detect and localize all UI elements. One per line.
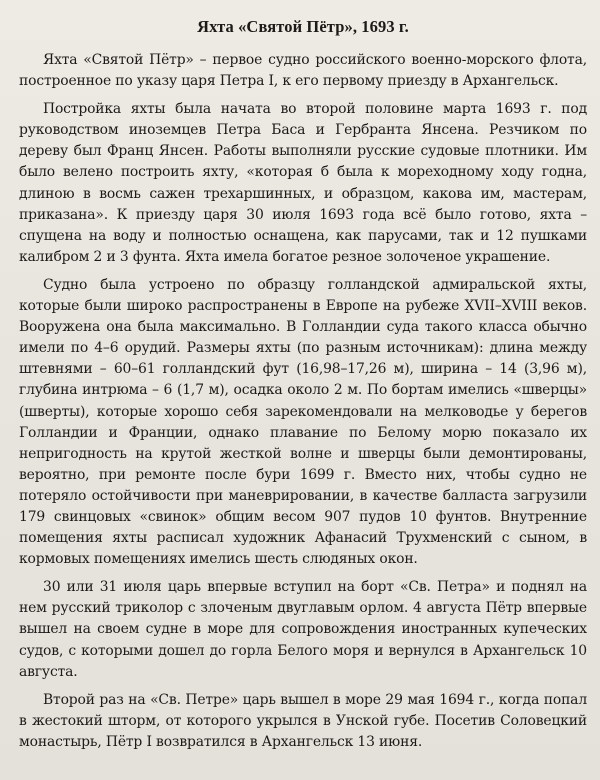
paragraph-construction: Постройка яхты была начата во второй половине марта 1693 г. под руководством иноземцев Петра Баса и Гербранта Янсена. Резчиком по дереву был Франц Янсен. Работы выполняли русские судовые плотники. Им было велено построить яхту, «которая б была к мореходному ходу годна, длиною в восмь сажен трехаршинных, и образцом, какова им, мастерам, приказана». К приезду царя 30 июля 1693 года всё было готово, яхта – спущена на воду и полностью оснащена, как парусами, так и 12 пушками калибром 2 и 3 фунта. Яхта имела богатое резное золоченое украшение. bbox=[19, 101, 587, 265]
paragraph-design: Судно была устроено по образцу голландской адмиральской яхты, которые были широко распространены в Европе на рубеже XVII–XVIII веков. Вооружена она была максимально. В Голландии суда такого класса обычно имели по 4–6 орудий. Размеры яхты (по разным источникам): длина между штевнями – 60–61 голландский фут (16,98–17,26 м), ширина – 14 (3,96 м), глубина интрюма – 6 (1,7 м), осадка около 2 м. По бортам имелись «шверцы» (шверты), которые хорошо себя зарекомендовали на мелководье у берегов Голландии и Франции, однако плавание по Белому морю показало их непригодность на крутой жесткой волне и шверцы были демонтированы, вероятно, при ремонте после бури 1699 г. Вместо них, чтобы судно не потеряло остойчивости при маневрировании, в качестве балласта загрузили 179 свинцовых «свинок» общим весом 907 пудов 10 фунтов. Внутренние помещения яхты расписал художник Афанасий Трухменский с сыном, в кормовых помещениях имелись шесть слюдяных окон. bbox=[19, 276, 587, 568]
paragraph-first-voyage: 30 или 31 июля царь впервые вступил на борт «Св. Петра» и поднял на нем русский триколор с злоченым двуглавым орлом. 4 августа Пётр впервые вышел на своем судне в море для сопровождения иностранных купеческих судов, с которыми дошел до горла Белого моря и вернулся в Архангельск 10 августа. bbox=[19, 579, 587, 680]
paragraph-second-voyage: Второй раз на «Св. Петре» царь вышел в море 29 мая 1694 г., когда попал в жестокий шторм, от которого укрылся в Унской губе. Посетив Соловецкий монастырь, Пётр I возвратился в Архангельск 13 июня. bbox=[19, 691, 587, 750]
page-title: Яхта «Святой Пётр», 1693 г. bbox=[197, 17, 409, 36]
paragraph-intro: Яхта «Святой Пётр» – первое судно российского военно-морского флота, построенное по указу царя Петра I, к его первому приезду в Архангельск. bbox=[19, 52, 587, 90]
